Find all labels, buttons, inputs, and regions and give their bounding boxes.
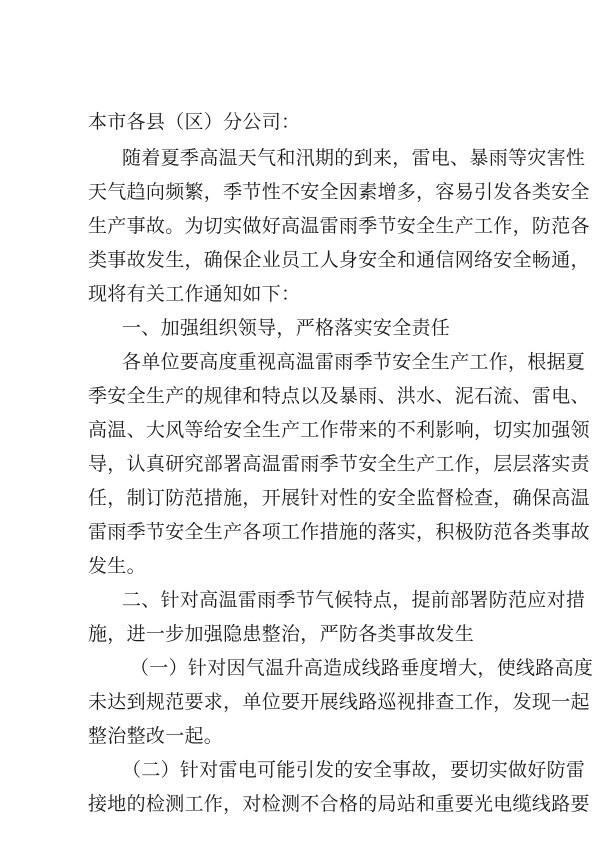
paragraph-line: 季安全生产的规律和特点以及暴雨、洪水、泥石流、雷电、	[88, 385, 590, 407]
paragraph-line: 导，认真研究部署高温雷雨季节安全生产工作，层层落实责	[88, 453, 590, 475]
section-heading: 二、针对高温雷雨季节气候特点，提前部署防范应对措	[122, 589, 586, 611]
paragraph-line: 现将有关工作通知如下：	[88, 283, 301, 305]
paragraph-line: 任，制订防范措施，开展针对性的安全监督检查，确保高温	[88, 487, 590, 509]
section-heading: 一、加强组织领导，严格落实安全责任	[122, 317, 451, 339]
paragraph-line: 天气趋向频繁，季节性不安全因素增多，容易引发各类安全	[88, 181, 590, 203]
paragraph-line: 生产事故。为切实做好高温雷雨季节安全生产工作，防范各	[88, 215, 590, 237]
paragraph-line: 随着夏季高温天气和汛期的到来，雷电、暴雨等灾害性	[122, 147, 586, 169]
subsection-line: （二）针对雷电可能引发的安全事故，要切实做好防雷	[122, 759, 586, 781]
paragraph-line: 类事故发生，确保企业员工人身安全和通信网络安全畅通，	[88, 249, 590, 271]
subsection-line: （一）针对因气温升高造成线路垂度增大，使线路高度	[130, 657, 594, 679]
paragraph-line: 未达到规范要求，单位要开展线路巡视排查工作，发现一起	[88, 691, 590, 713]
paragraph-line: 发生。	[88, 555, 146, 577]
section-heading: 施，进一步加强隐患整治，严防各类事故发生	[88, 623, 475, 645]
paragraph-line: 雷雨季节安全生产各项工作措施的落实，积极防范各类事故	[88, 521, 590, 543]
paragraph-line: 接地的检测工作，对检测不合格的局站和重要光电缆线路要	[88, 793, 590, 815]
paragraph-line: 整治整改一起。	[88, 725, 224, 747]
paragraph-line: 各单位要高度重视高温雷雨季节安全生产工作，根据夏	[122, 351, 586, 373]
paragraph-line: 高温、大风等给安全生产工作带来的不利影响，切实加强领	[88, 419, 590, 441]
salutation: 本市各县（区）分公司：	[88, 111, 301, 133]
